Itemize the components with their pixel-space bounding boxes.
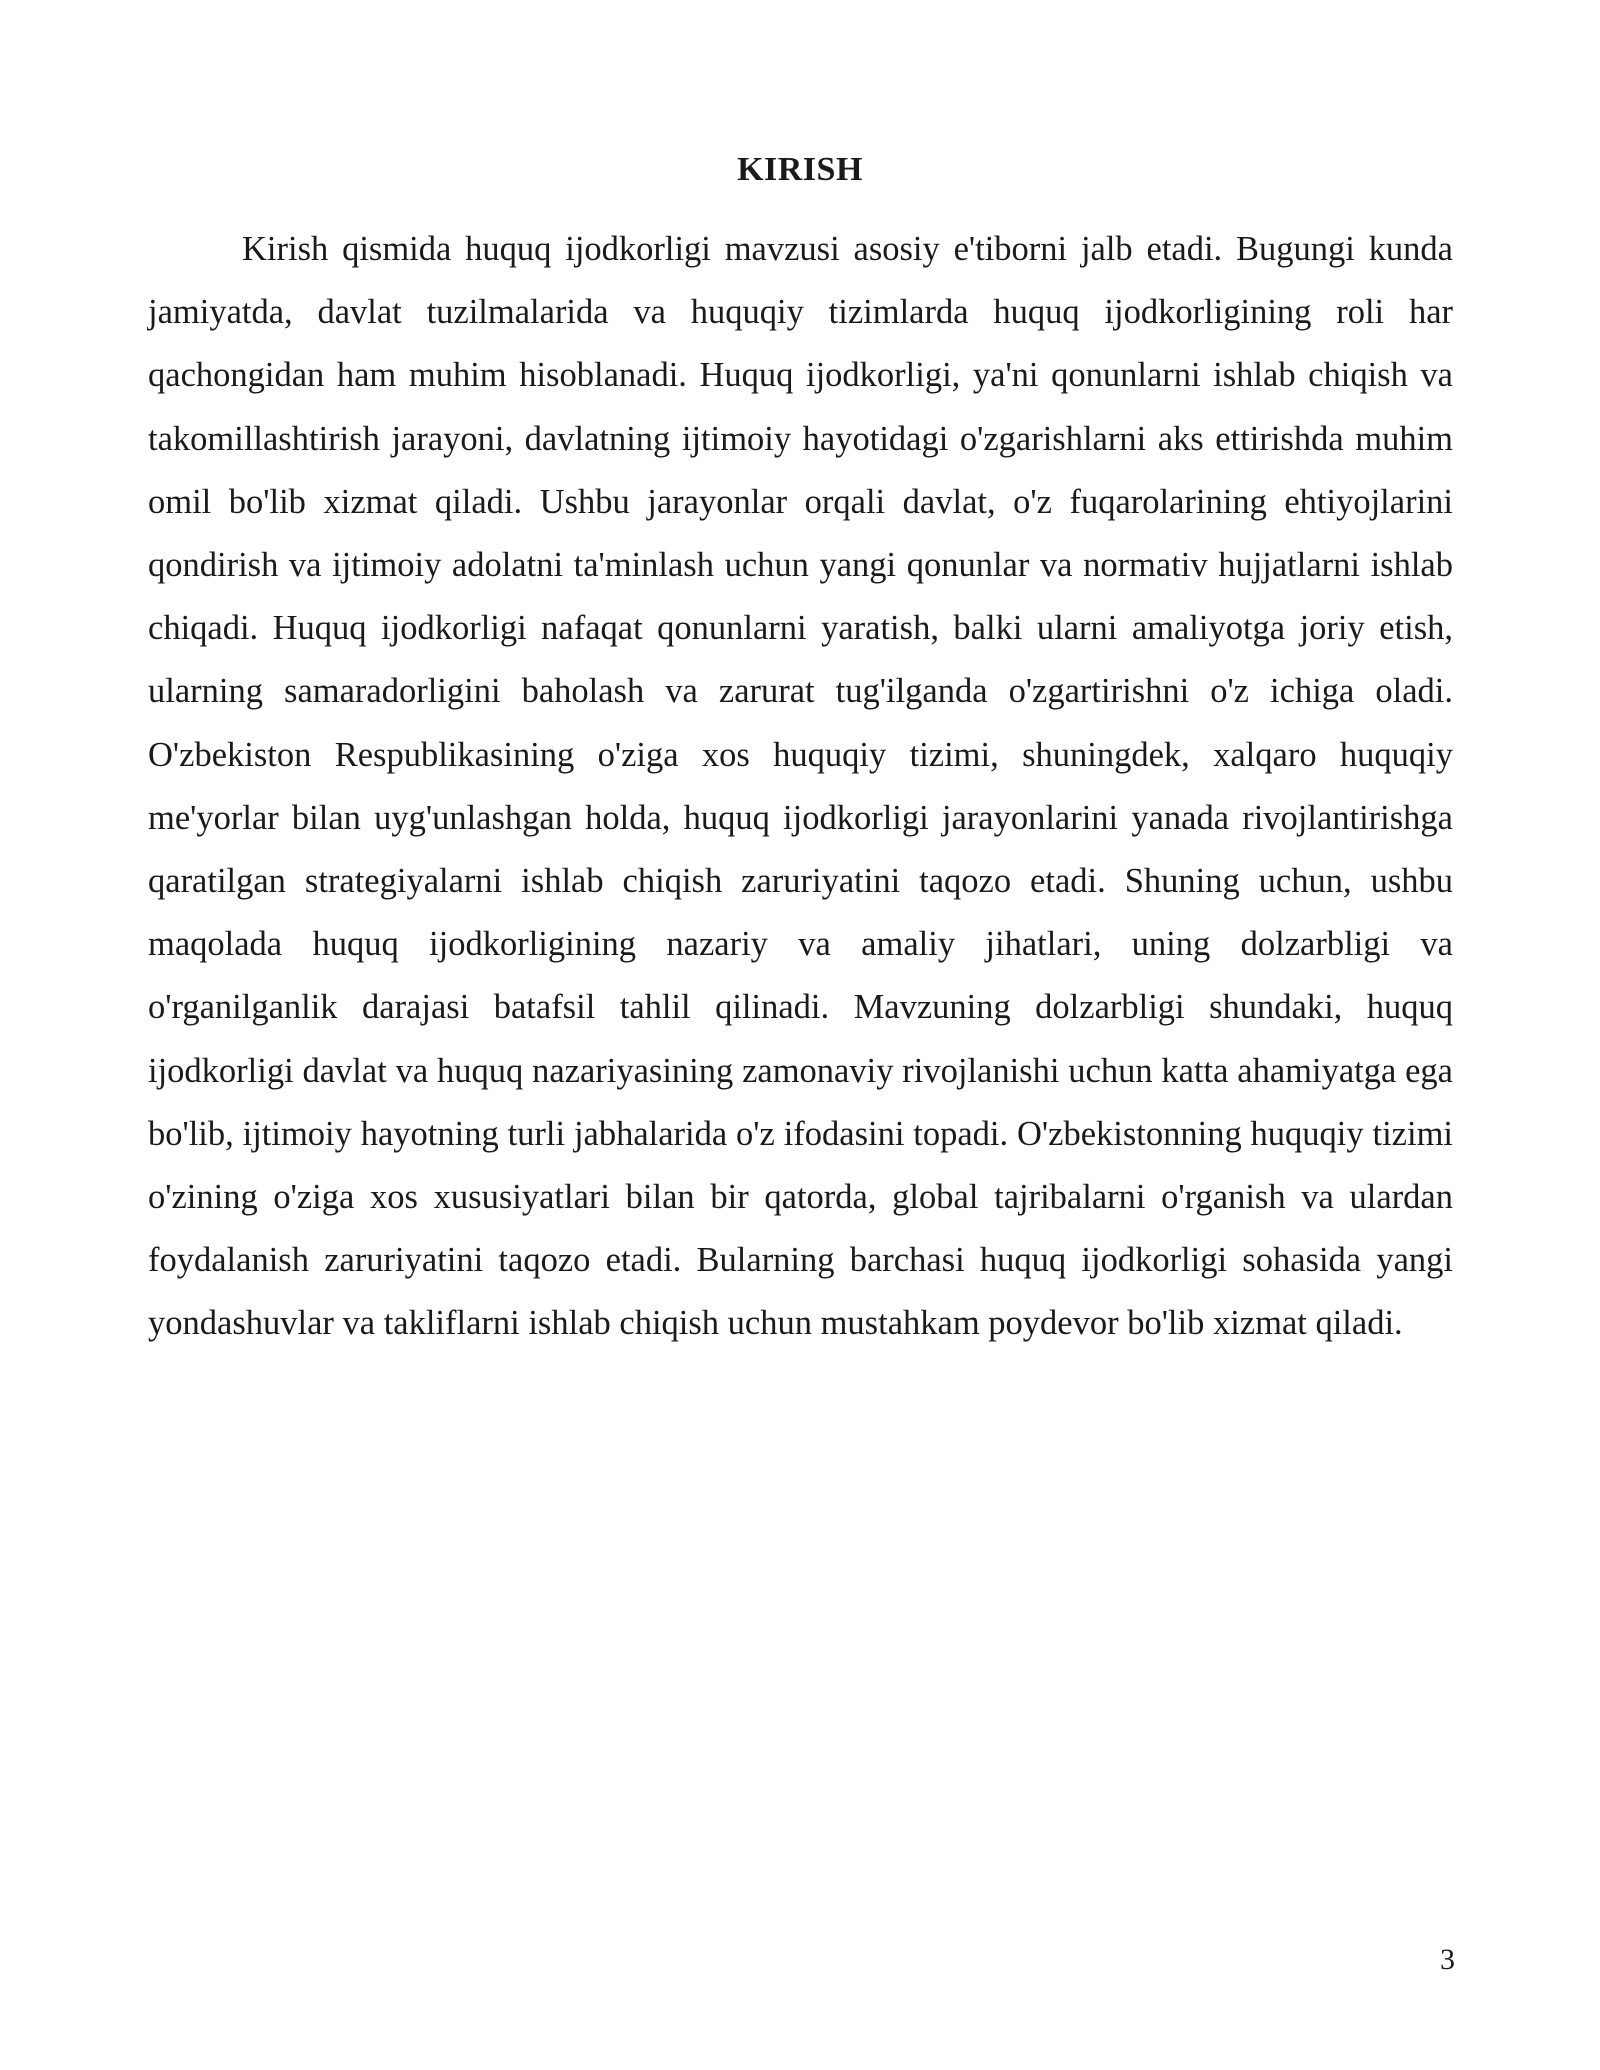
page-number: 3 xyxy=(1440,1943,1455,1976)
section-heading: KIRISH xyxy=(737,151,863,188)
body-paragraph: Kirish qismida huquq ijodkorligi mavzusi asosiy e'tiborni jalb etadi. Bugungi kunda jamiyatda, davlat tuzilmalarida va huquqiy tizimlarda huquq ijodkorligining roli har qachongidan ham muhim hisoblanadi. Huquq ijodkorligi, ya'ni qonunlarni ishlab chiqish va takomillashtirish jarayoni, davlatning ijtimoiy hayotidagi o'zgarishlarni aks ettirishda muhim omil bo'lib xizmat qiladi. Ushbu jarayonlar orqali davlat, o'z fuqarolarining ehtiyojlarini qondirish va ijtimoiy adolatni ta'minlash uchun yangi qonunlar va normativ hujjatlarni ishlab chiqadi. Huquq ijodkorligi nafaqat qonunlarni yaratish, balki ularni amaliyotga joriy etish, ularning samaradorligini baholash va zarurat tug'ilganda o'zgartirishni o'z ichiga oladi. O'zbekiston Respublikasining o'ziga xos huquqiy tizimi, shuningdek, xalqaro huquqiy me'yorlar bilan uyg'unlashgan holda, huquq ijodkorligi jarayonlarini yanada rivojlantirishga qaratilgan strategiyalarni ishlab chiqish zaruriyatini taqozo etadi. Shuning uchun, ushbu maqolada huquq ijodkorligining nazariy va amaliy jihatlari, uning dolzarbligi va o'rganilganlik darajasi batafsil tahlil qilinadi. Mavzuning dolzarbligi shundaki, huquq ijodkorligi davlat va huquq nazariyasining zamonaviy rivojlanishi uchun katta ahamiyatga ega bo'lib, ijtimoiy hayotning turli jabhalarida o'z ifodasini topadi. O'zbekistonning huquqiy tizimi o'zining o'ziga xos xususiyatlari bilan bir qatorda, global tajribalarni o'rganish va ulardan foydalanish zaruriyatini taqozo etadi. Bularning barchasi huquq ijodkorligi sohasida yangi yondashuvlar va takliflarni ishlab chiqish uchun mustahkam poydevor bo'lib xizmat qiladi. xyxy=(148,230,1453,1343)
